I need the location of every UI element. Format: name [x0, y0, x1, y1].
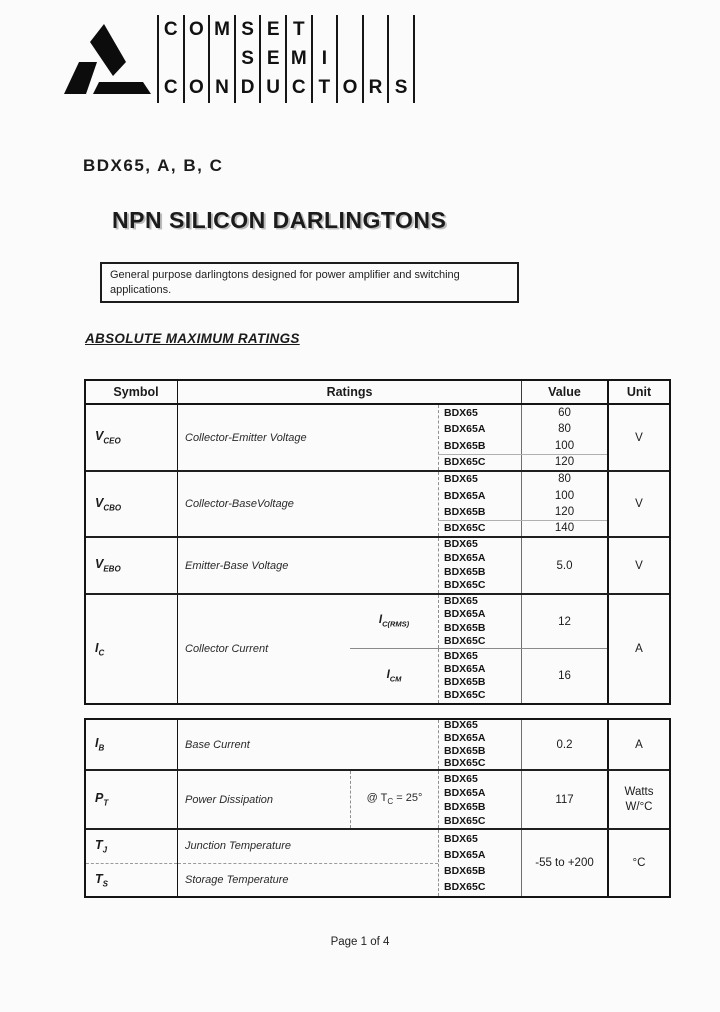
rating-value: 117: [555, 793, 574, 806]
rating-label: Junction Temperature: [185, 840, 291, 853]
model-name: BDX65C: [444, 579, 486, 592]
logo-letter: O: [183, 74, 209, 103]
unit-cell: [607, 472, 669, 536]
table-row-tj-ts: [86, 830, 669, 896]
model-list: [438, 472, 521, 536]
section-heading: ABSOLUTE MAXIMUM RATINGS: [85, 331, 300, 346]
model-name: BDX65C: [444, 634, 486, 647]
model-name: BDX65A: [444, 662, 486, 675]
model-list: [438, 405, 521, 470]
symbol-vceo: $V_{CEO}$: [95, 429, 121, 446]
header-symbol: Symbol: [86, 381, 178, 403]
rating-value: 100: [554, 489, 575, 502]
rating-tj-cell: [178, 830, 438, 864]
model-list: [438, 830, 521, 896]
symbol-ts: $T_S$: [95, 871, 108, 888]
rating-value: 140: [554, 522, 575, 535]
rating-value: 120: [554, 455, 575, 468]
value-cell: [521, 771, 607, 828]
value-cell: [521, 538, 607, 593]
table-row-ic: [86, 595, 669, 703]
model-name: BDX65: [444, 595, 478, 608]
unit-label: A: [635, 738, 643, 751]
model-list: [438, 595, 521, 648]
logo-letter: C: [157, 15, 183, 44]
value-list: [521, 405, 607, 470]
unit-cell: [607, 538, 669, 593]
value-list: [521, 472, 607, 536]
rating-value: 12: [558, 615, 571, 628]
logo-letter: I: [311, 44, 337, 73]
rating-value: 60: [558, 406, 571, 419]
model-list: [438, 538, 521, 593]
logo-letter: S: [387, 74, 413, 103]
description-text: General purpose darlingtons designed for power amplifier and switching applications.: [110, 269, 460, 297]
sublabel-cell: [350, 595, 438, 648]
model-name: BDX65C: [444, 689, 486, 702]
rating-cell: [178, 595, 350, 703]
rating-label: Emitter-Base Voltage: [185, 559, 289, 572]
value-cell: [521, 649, 607, 703]
symbol-cell: [86, 595, 178, 703]
logo-letter: S: [234, 15, 260, 44]
symbol-ic-rms: $I_{C(RMS)}$: [378, 614, 410, 629]
unit-cell: [607, 771, 669, 828]
symbol-cell: [86, 405, 178, 470]
symbol-ts-cell: [86, 864, 177, 897]
model-name: BDX65A: [444, 731, 486, 744]
rating-value: 5.0: [556, 559, 573, 572]
model-name: BDX65B: [444, 676, 486, 688]
logo-letter: U: [259, 74, 285, 103]
table-row-pt: [86, 771, 669, 830]
unit-label-line1: Watts: [624, 785, 654, 798]
rating-value: 120: [554, 506, 575, 518]
divider-line: [438, 520, 607, 521]
divider-line: [438, 454, 607, 455]
rating-cell: [178, 472, 438, 536]
symbol-cell: [86, 720, 178, 769]
model-name: BDX65: [444, 718, 478, 731]
value-cell: [521, 595, 607, 648]
logo-letter: S: [234, 44, 260, 73]
symbol-ib: $I_B$: [95, 736, 105, 753]
logo-letter: [362, 44, 388, 73]
logo-letter-grid: [157, 15, 415, 103]
model-name: BDX65: [444, 537, 478, 550]
model-name: BDX65: [444, 406, 478, 419]
unit-cell: [607, 720, 669, 769]
model-name: BDX65C: [444, 522, 486, 535]
unit-label: V: [635, 559, 643, 572]
logo-letter: M: [208, 15, 234, 44]
rating-value: -55 to +200: [535, 857, 594, 869]
rating-value: 80: [558, 473, 571, 486]
triangle-logo-icon: [64, 22, 156, 100]
rating-value: 80: [558, 423, 571, 436]
model-name: BDX65: [444, 772, 478, 785]
logo-letter: D: [234, 74, 260, 103]
rating-cell: [178, 771, 350, 828]
model-name: BDX65A: [444, 849, 486, 861]
rating-value: 16: [558, 670, 571, 682]
logo-letter: [387, 44, 413, 73]
symbol-tj: $T_J$: [95, 838, 108, 855]
model-name: BDX65C: [444, 455, 486, 468]
rating-value: 0.2: [556, 738, 573, 751]
logo-letter: O: [336, 74, 362, 103]
symbol-pt: $P_T$: [95, 791, 109, 808]
rating-split-cell: [178, 830, 438, 896]
rating-label: Collector-Emitter Voltage: [185, 431, 307, 444]
model-name: BDX65C: [444, 814, 486, 827]
table-row-vceo: [86, 405, 669, 472]
model-name: BDX65B: [444, 621, 486, 634]
rating-cell: [178, 405, 438, 470]
rating-label: Power Dissipation: [185, 793, 274, 806]
unit-label: A: [635, 643, 643, 655]
abs-max-ratings-table-1: [84, 379, 671, 705]
logo-letter-row: [157, 74, 413, 103]
header-ratings: Ratings: [326, 385, 373, 399]
logo-letter-row: [157, 15, 413, 44]
header-value: Value: [521, 381, 607, 403]
logo-letter: [208, 44, 234, 73]
rating-cell: [178, 538, 438, 593]
table-row-vebo: [86, 538, 669, 595]
model-name: BDX65B: [444, 800, 486, 813]
model-name: BDX65A: [444, 786, 486, 799]
model-name: BDX65B: [444, 565, 486, 578]
model-name: BDX65: [444, 473, 478, 486]
model-name: BDX65B: [444, 744, 486, 757]
unit-cell: [607, 595, 669, 703]
symbol-cell: [86, 472, 178, 536]
rating-ts-cell: [178, 864, 438, 897]
model-list: [438, 649, 521, 703]
model-name: BDX65A: [444, 551, 486, 564]
symbol-cell: [86, 771, 178, 828]
symbol-vebo: $V_{EBO}$: [95, 557, 121, 574]
condition-cell: [350, 771, 438, 828]
symbol-tj-cell: [86, 830, 177, 864]
logo-letter: N: [208, 74, 234, 103]
unit-label: V: [635, 431, 643, 444]
logo-letter: [157, 44, 183, 73]
rating-label: Collector-BaseVoltage: [185, 498, 294, 510]
page-number: Page 1 of 4: [330, 936, 390, 948]
header-unit: Unit: [607, 381, 669, 403]
model-list: [438, 771, 521, 828]
rating-label: Collector Current: [185, 643, 269, 655]
ic-rms-subrow: [350, 595, 607, 649]
model-name: BDX65B: [444, 506, 486, 518]
logo-letter: [387, 15, 413, 44]
logo-letter: [183, 44, 209, 73]
value-cell: [521, 830, 607, 896]
logo-letter: [336, 44, 362, 73]
symbol-cell: [86, 538, 178, 593]
unit-label: V: [635, 498, 643, 510]
table-header-row: [86, 381, 669, 405]
logo-letter: T: [311, 74, 337, 103]
model-name: BDX65C: [444, 881, 486, 893]
model-name: BDX65A: [444, 423, 486, 436]
logo-letter: O: [183, 15, 209, 44]
model-name: BDX65B: [444, 439, 486, 452]
logo-letter-row: [157, 44, 413, 73]
rating-label: Storage Temperature: [185, 873, 289, 886]
rating-cell: [178, 720, 438, 769]
logo-letter: R: [362, 74, 388, 103]
symbol-split-cell: [86, 830, 178, 896]
table-row-vcbo: [86, 472, 669, 538]
unit-label-line2: W/°C: [625, 800, 653, 813]
logo-letter: T: [285, 15, 311, 44]
symbol-icm: $I_{CM}$: [386, 668, 402, 684]
part-number-title: BDX65, A, B, C: [83, 156, 224, 175]
model-list: [438, 720, 521, 769]
condition-label: @ $T_C = 25^\circ$: [366, 792, 423, 807]
logo-letter: E: [259, 15, 285, 44]
unit-cell: [607, 830, 669, 896]
description-box: [100, 262, 519, 303]
ic-subrows: [350, 595, 607, 703]
symbol-vcbo: $V_{CBO}$: [95, 495, 122, 513]
symbol-ic: $I_C$: [95, 640, 105, 658]
sublabel-cell: [350, 649, 438, 703]
model-name: BDX65A: [444, 489, 486, 502]
unit-label: °C: [632, 857, 646, 869]
abs-max-ratings-table-2: [84, 718, 671, 898]
model-name: BDX65C: [444, 757, 486, 770]
logo-letter: E: [259, 44, 285, 73]
table-row-ib: [86, 720, 669, 771]
unit-cell: [607, 405, 669, 470]
ic-cm-subrow: [350, 649, 607, 703]
logo-letter: [362, 15, 388, 44]
value-cell: [521, 720, 607, 769]
model-name: BDX65A: [444, 608, 486, 621]
rating-value: 100: [554, 439, 575, 452]
logo-letter: M: [285, 44, 311, 73]
logo-letter: [311, 15, 337, 44]
model-name: BDX65: [444, 649, 478, 662]
page-title: NPN SILICON DARLINGTONS: [112, 207, 447, 233]
logo-letter: [336, 15, 362, 44]
comset-logo-mark: [64, 22, 156, 100]
model-name: BDX65: [444, 833, 478, 845]
logo-letter: C: [285, 74, 311, 103]
rating-label: Base Current: [185, 738, 250, 751]
model-name: BDX65B: [444, 865, 486, 877]
logo-letter: C: [157, 74, 183, 103]
